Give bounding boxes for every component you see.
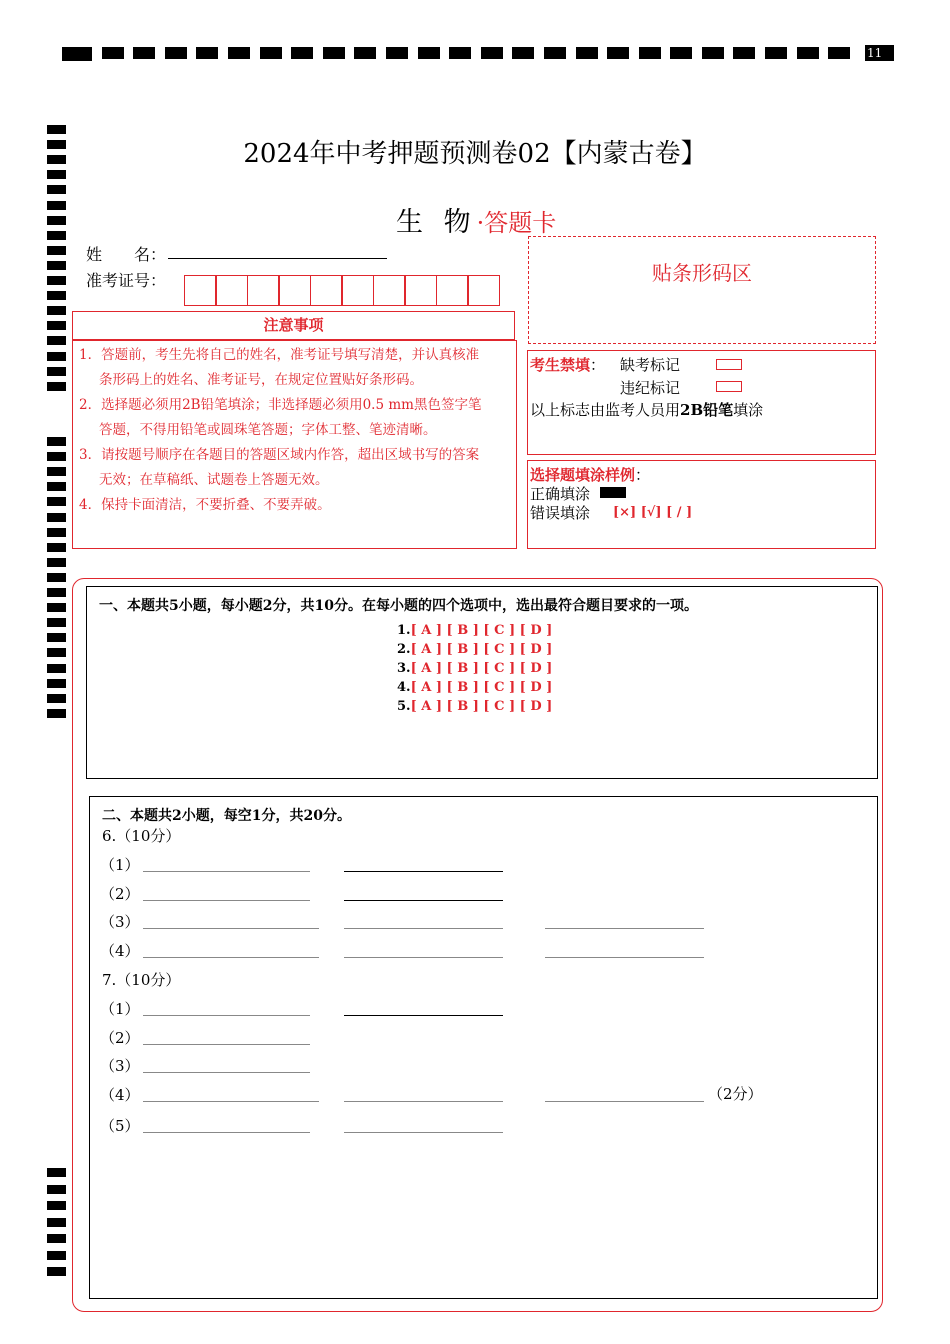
id-label: 准考证号： — [86, 271, 167, 290]
timing-mark — [797, 47, 819, 59]
q7-1-blank-a[interactable] — [143, 1014, 310, 1016]
answer-options[interactable]: [ A ] [ B ] [ C ] [ D ] — [410, 623, 553, 638]
q6-1-blank-a[interactable] — [143, 870, 310, 872]
choice-row[interactable] — [397, 640, 552, 659]
q7-4-blank-a[interactable] — [143, 1100, 319, 1102]
id-digit-cell[interactable] — [467, 275, 500, 306]
timing-mark — [47, 1168, 66, 1177]
q7-4-blank-b[interactable] — [344, 1100, 503, 1102]
id-digit-cell[interactable] — [215, 275, 248, 306]
timing-mark — [670, 47, 692, 59]
q6-3-blank-b[interactable] — [344, 927, 503, 929]
timing-mark — [47, 588, 66, 597]
examinee-forbidden-box — [527, 350, 876, 455]
note-suffix: 填涂 — [733, 401, 764, 419]
timing-mark — [47, 291, 66, 300]
sample-title: 选择题填涂样例 — [530, 466, 636, 484]
q6-4-blank-a[interactable] — [143, 956, 319, 958]
timing-mark — [47, 694, 66, 703]
section2-box — [89, 796, 878, 1299]
notice-item: 2．选择题必须用2B铅笔填涂；非选择题必须用0.5 mm黑色签字笔 — [79, 397, 482, 413]
timing-mark — [47, 528, 66, 537]
q7-2-blank-a[interactable] — [143, 1043, 310, 1045]
note-bold: 2B铅笔 — [680, 401, 734, 419]
notice-list — [79, 343, 511, 518]
q7-sub5: （5） — [100, 1117, 140, 1135]
choice-list — [397, 621, 552, 716]
question-number: 1. — [397, 623, 411, 638]
forbidden-colon: ： — [590, 356, 606, 374]
timing-mark — [47, 321, 66, 330]
choice-row[interactable] — [397, 678, 552, 697]
q6-sub1: （1） — [100, 856, 140, 874]
name-label: 姓 名： — [86, 245, 167, 264]
answer-card-label: ·答题卡 — [476, 209, 557, 237]
notice-item: 3．请按题号顺序在各题目的答题区域内作答，超出区域书写的答案 — [79, 447, 480, 463]
timing-mark — [354, 47, 376, 59]
timing-marks-top — [62, 45, 860, 61]
timing-mark — [47, 276, 66, 285]
choice-row[interactable] — [397, 659, 552, 678]
timing-mark — [47, 482, 66, 491]
timing-mark — [47, 185, 66, 194]
timing-mark — [47, 437, 66, 446]
notice-item: 答题，不得用铅笔或圆珠笔答题；字体工整、笔迹清晰。 — [99, 422, 437, 438]
q6-label: 6.（10分） — [102, 827, 181, 845]
id-digit-cell[interactable] — [436, 275, 469, 306]
notice-title: 注意事项 — [263, 316, 324, 334]
exam-title: 2024年中考押题预测卷02【内蒙古卷】 — [243, 139, 707, 169]
id-digit-cell[interactable] — [341, 275, 374, 306]
notice-title-box — [72, 311, 515, 340]
absent-mark-box[interactable] — [716, 359, 742, 370]
timing-mark — [47, 336, 66, 345]
q6-3-blank-a[interactable] — [143, 927, 319, 929]
answer-options[interactable]: [ A ] [ B ] [ C ] [ D ] — [410, 680, 553, 695]
timing-mark — [102, 47, 124, 59]
timing-mark — [47, 261, 66, 270]
q7-sub3: （3） — [100, 1057, 140, 1075]
timing-mark — [260, 47, 282, 59]
q7-3-blank-a[interactable] — [143, 1071, 310, 1073]
q6-1-blank-b[interactable] — [344, 870, 503, 872]
section1-header: 一、本题共5小题，每小题2分，共10分。在每小题的四个选项中，选出最符合题目要求的一项。 — [99, 598, 698, 614]
timing-mark — [702, 47, 724, 59]
timing-mark — [47, 367, 66, 376]
timing-mark — [47, 648, 66, 657]
q7-sub2: （2） — [100, 1029, 140, 1047]
timing-mark — [512, 47, 534, 59]
timing-mark — [607, 47, 629, 59]
fill-sample-box — [527, 460, 876, 549]
q7-sub1: （1） — [100, 1000, 140, 1018]
question-number: 5. — [397, 699, 411, 714]
q7-5-blank-a[interactable] — [143, 1131, 310, 1133]
barcode-label: 贴条形码区 — [652, 261, 752, 285]
timing-mark — [418, 47, 440, 59]
q7-sub4: （4） — [100, 1086, 140, 1104]
q7-1-blank-b[interactable] — [344, 1014, 503, 1016]
timing-mark — [733, 47, 755, 59]
q6-3-blank-c[interactable] — [545, 927, 704, 929]
timing-mark — [228, 47, 250, 59]
q6-4-blank-c[interactable] — [545, 956, 704, 958]
q6-2-blank-a[interactable] — [143, 899, 310, 901]
correct-fill-sample — [600, 487, 626, 498]
timing-mark — [47, 603, 66, 612]
timing-mark — [47, 1267, 66, 1276]
choice-row[interactable] — [397, 697, 552, 716]
absent-mark-label: 缺考标记 — [620, 356, 681, 374]
timing-mark — [291, 47, 313, 59]
forbidden-label: 考生禁填 — [530, 356, 591, 374]
note-prefix: 以上标志由监考人员用 — [530, 401, 681, 419]
timing-mark — [196, 47, 218, 59]
timing-mark — [765, 47, 787, 59]
notice-box — [72, 340, 517, 549]
timing-mark — [47, 1251, 66, 1260]
timing-mark — [47, 558, 66, 567]
timing-mark — [47, 709, 66, 718]
wrong-fill-label: 错误填涂 — [530, 504, 591, 522]
wrong-fill-samples: [×] [√] [ / ] — [613, 505, 693, 520]
sample-title-row — [530, 464, 650, 485]
question-number: 2. — [397, 642, 411, 657]
section1-box — [86, 586, 878, 779]
id-digit-cell[interactable] — [404, 275, 437, 306]
id-digit-cell[interactable] — [184, 275, 217, 306]
timing-mark — [47, 467, 66, 476]
section2-header: 二、本题共2小题，每空1分，共20分。 — [102, 808, 351, 824]
barcode-area — [528, 236, 876, 344]
notice-item: 无效；在草稿纸、试题卷上答题无效。 — [99, 472, 329, 488]
q6-2-blank-b[interactable] — [344, 899, 503, 901]
id-digit-cell[interactable] — [247, 275, 280, 306]
timing-mark — [47, 664, 66, 673]
q6-4-blank-b[interactable] — [344, 956, 503, 958]
timing-mark — [47, 543, 66, 552]
timing-mark — [47, 170, 66, 179]
q7-label: 7.（10分） — [102, 971, 181, 989]
choice-row[interactable] — [397, 621, 552, 640]
timing-mark — [47, 201, 66, 210]
timing-mark — [47, 497, 66, 506]
timing-mark — [47, 352, 66, 361]
timing-mark — [639, 47, 661, 59]
q6-sub4: （4） — [100, 942, 140, 960]
timing-mark — [544, 47, 566, 59]
timing-mark — [47, 573, 66, 582]
sample-colon: ： — [635, 466, 651, 484]
answer-options[interactable]: [ A ] [ B ] [ C ] [ D ] — [410, 642, 553, 657]
id-digit-cell[interactable] — [310, 275, 343, 306]
subject-name: 生 物 — [396, 207, 477, 238]
notice-item: 1．答题前，考生先将自己的姓名，准考证号填写清楚，并认真核准 — [79, 347, 480, 363]
timing-mark — [47, 1218, 66, 1227]
timing-mark — [386, 47, 408, 59]
id-grid[interactable] — [185, 275, 500, 306]
answer-options[interactable]: [ A ] [ B ] [ C ] [ D ] — [410, 699, 553, 714]
timing-mark — [47, 231, 66, 240]
q7-4-points: （2分） — [708, 1085, 763, 1103]
timing-mark — [133, 47, 155, 59]
answer-options[interactable]: [ A ] [ B ] [ C ] [ D ] — [410, 661, 553, 676]
q6-sub3: （3） — [100, 913, 140, 931]
timing-mark — [47, 679, 66, 688]
timing-mark — [47, 513, 66, 522]
name-field[interactable] — [168, 258, 387, 259]
timing-mark — [47, 452, 66, 461]
timing-mark — [47, 618, 66, 627]
forbidden-label-row — [530, 354, 605, 375]
forbidden-note — [530, 399, 763, 420]
timing-mark — [47, 1234, 66, 1243]
timing-mark — [165, 47, 187, 59]
timing-mark — [47, 216, 66, 225]
subject-heading — [396, 200, 556, 239]
correct-fill-label: 正确填涂 — [530, 485, 591, 503]
violation-mark-box[interactable] — [716, 381, 742, 392]
question-number: 3. — [397, 661, 411, 676]
question-number: 4. — [397, 680, 411, 695]
timing-mark — [576, 47, 598, 59]
notice-item: 条形码上的姓名、准考证号，在规定位置贴好条形码。 — [99, 372, 423, 388]
timing-mark — [47, 1185, 66, 1194]
page-number: 11 — [865, 45, 894, 61]
id-digit-cell[interactable] — [278, 275, 311, 306]
timing-mark — [47, 246, 66, 255]
timing-mark — [323, 47, 345, 59]
q7-5-blank-b[interactable] — [344, 1131, 503, 1133]
timing-mark — [47, 1201, 66, 1210]
id-digit-cell[interactable] — [373, 275, 406, 306]
timing-mark — [62, 47, 92, 61]
timing-mark — [47, 306, 66, 315]
violation-mark-label: 违纪标记 — [620, 379, 681, 397]
timing-mark — [828, 47, 850, 59]
q7-4-blank-c[interactable] — [545, 1100, 704, 1102]
q6-sub2: （2） — [100, 885, 140, 903]
timing-mark — [47, 633, 66, 642]
notice-item: 4．保持卡面清洁，不要折叠、不要弄破。 — [79, 497, 331, 513]
timing-mark — [47, 382, 66, 391]
timing-mark — [481, 47, 503, 59]
timing-mark — [449, 47, 471, 59]
